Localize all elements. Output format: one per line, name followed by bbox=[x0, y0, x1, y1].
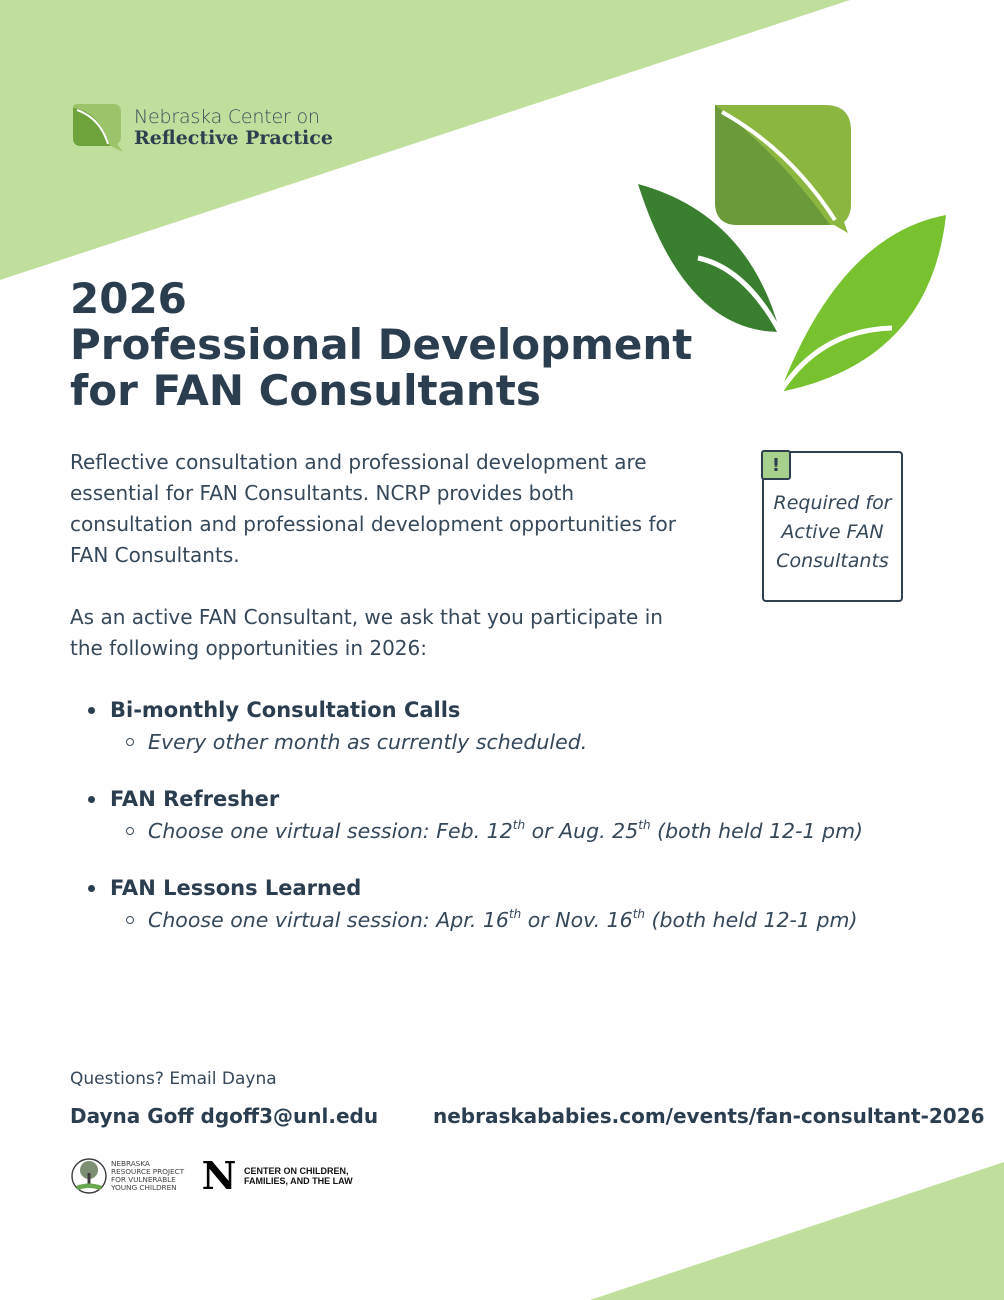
leaf-right-icon bbox=[780, 215, 946, 392]
required-callout bbox=[762, 451, 903, 602]
partner-logo-cfl bbox=[200, 1153, 353, 1198]
leaf-top-icon bbox=[715, 105, 851, 233]
callout-line-2: Active FAN bbox=[781, 521, 884, 543]
partner2-line-1: CENTER ON CHILDREN, bbox=[244, 1166, 349, 1176]
contact-email[interactable]: Dayna Goff dgoff3@unl.edu bbox=[70, 1104, 379, 1128]
partner-logo-nrpfvyc bbox=[70, 1155, 184, 1197]
partner1-line-3: FOR VULNERABLE bbox=[111, 1175, 176, 1184]
opportunities-list bbox=[88, 693, 968, 960]
page-title bbox=[70, 276, 692, 414]
callout-line-1: Required for bbox=[773, 492, 892, 514]
speech-leaf-icon bbox=[70, 102, 124, 154]
nebraska-n-icon: N bbox=[201, 1153, 237, 1198]
item-detail: Every other month as currently scheduled. bbox=[148, 730, 588, 754]
intro-paragraph-2: As an active FAN Consultant, we ask that you participate in the following opportunities in 2026: bbox=[70, 605, 663, 660]
item-detail: Choose one virtual session: Apr. 16th or Nov. 16th (both held 12-1 pm) bbox=[148, 907, 858, 932]
ncrp-logo bbox=[70, 102, 333, 154]
sub-bullet-icon bbox=[126, 738, 134, 746]
title-line-3: for FAN Consultants bbox=[70, 366, 541, 415]
sub-bullet-icon bbox=[126, 916, 134, 924]
intro-text bbox=[70, 447, 690, 695]
partner1-line-2: RESOURCE PROJECT bbox=[111, 1167, 185, 1176]
logo-line-2: Reflective Practice bbox=[134, 127, 333, 149]
title-line-2: Professional Development bbox=[70, 320, 693, 369]
bullet-icon bbox=[88, 885, 95, 892]
partner1-line-1: NEBRASKA bbox=[111, 1159, 150, 1168]
exclamation-icon: ! bbox=[761, 450, 791, 480]
title-year: 2026 bbox=[70, 274, 187, 323]
item-heading: FAN Refresher bbox=[110, 787, 280, 811]
list-item bbox=[88, 782, 968, 846]
logo-line-1: Nebraska Center on bbox=[134, 106, 320, 128]
callout-line-3: Consultants bbox=[776, 550, 889, 572]
item-heading: FAN Lessons Learned bbox=[110, 876, 362, 900]
list-item bbox=[88, 693, 968, 757]
item-detail: Choose one virtual session: Feb. 12th or Aug. 25th (both held 12-1 pm) bbox=[148, 818, 864, 843]
callout-text bbox=[764, 489, 901, 576]
event-url-link[interactable]: nebraskababies.com/events/fan-consultant-2026 bbox=[433, 1104, 985, 1128]
tree-seal-icon bbox=[70, 1155, 108, 1197]
list-item bbox=[88, 871, 968, 935]
bullet-icon bbox=[88, 707, 95, 714]
item-heading: Bi-monthly Consultation Calls bbox=[110, 698, 461, 722]
intro-paragraph-1: Reflective consultation and professional development are essential for FAN Consultants. NCRP provides both consultation and professional development opportunities for FAN Consultants. bbox=[70, 450, 676, 567]
questions-text: Questions? Email Dayna bbox=[70, 1069, 277, 1089]
partner2-line-2: FAMILIES, AND THE LAW bbox=[244, 1176, 353, 1186]
bullet-icon bbox=[88, 796, 95, 803]
partner1-line-4: YOUNG CHILDREN bbox=[111, 1183, 177, 1192]
sub-bullet-icon bbox=[126, 827, 134, 835]
